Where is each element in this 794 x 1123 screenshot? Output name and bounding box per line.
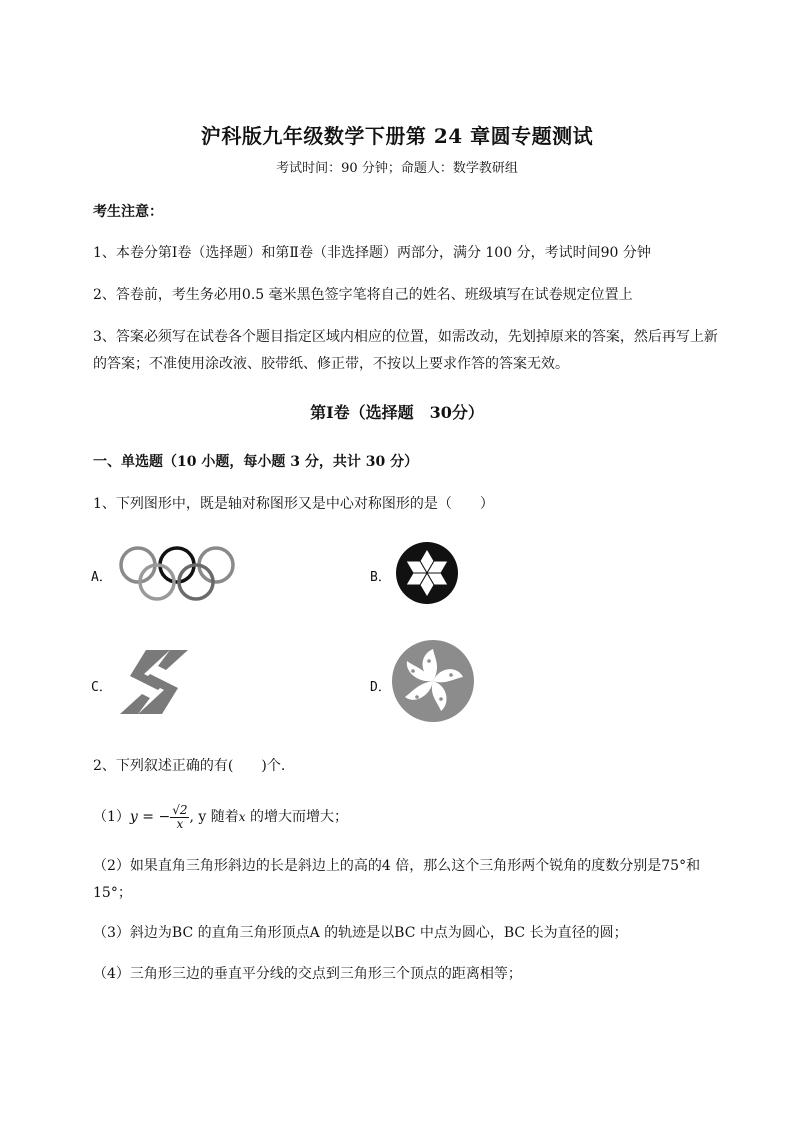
option-b-label: B． — [370, 570, 391, 585]
statement-1-text-a: , y 随着 — [189, 809, 239, 826]
fraction-denominator: x — [176, 816, 184, 831]
section-title: 第Ⅰ卷（选择题 30分） — [310, 403, 484, 422]
fraction — [170, 804, 189, 830]
page-title: 沪科版九年级数学下册第 24 章圆专题测试 — [200, 124, 594, 148]
question-2-stem: 2、下列叙述正确的有( )个. — [93, 758, 286, 774]
suzuki-logo-icon — [118, 648, 190, 716]
notice-item-1: 1、本卷分第Ⅰ卷（选择题）和第Ⅱ卷（非选择题）两部分，满分 100 分，考试时间90 分钟 — [93, 245, 651, 261]
statement-1-text-b: 的增大而增大； — [245, 809, 348, 826]
statement-1 — [93, 804, 348, 830]
formula-lhs: y = − — [129, 809, 171, 826]
option-c-label: C． — [91, 680, 112, 695]
option-d-label: D． — [370, 680, 391, 695]
option-a-label: A． — [91, 570, 112, 585]
bauhinia-flower-icon — [389, 639, 477, 723]
variable-x: x — [238, 810, 246, 825]
statement-1-prefix: （1） — [93, 809, 130, 826]
fraction-numerator: √2 — [172, 803, 188, 817]
notice-item-3-cont: 的答案；不准使用涂改液、胶带纸、修正带，不按以上要求作答的答案无效。 — [93, 356, 569, 372]
statement-2: （2）如果直角三角形斜边的长是斜边上的高的4 倍，那么这个三角形两个锐角的度数分别是75°和 — [93, 858, 701, 874]
statement-3: （3）斜边为BC 的直角三角形顶点A 的轨迹是以BC 中点为圆心，BC 长为直径的圆； — [93, 925, 628, 941]
part-heading: 一、单选题（10 小题，每小题 3 分，共计 30 分） — [93, 454, 419, 470]
star-of-cubes-icon — [395, 541, 459, 605]
question-1-stem: 1、下列图形中，既是轴对称图形又是中心对称图形的是（ ） — [93, 496, 494, 512]
notice-item-3: 3、答案必须写在试卷各个题目指定区域内相应的位置，如需改动，先划掉原来的答案，然后再写上新 — [93, 329, 718, 345]
notice-item-2: 2、答卷前，考生务必用0.5 毫米黑色签字笔将自己的姓名、班级填写在试卷规定位置上 — [93, 287, 633, 303]
statement-4: （4）三角形三边的垂直平分线的交点到三角形三个顶点的距离相等； — [93, 966, 522, 982]
notice-heading: 考生注意： — [93, 204, 163, 220]
statement-2-cont: 15°； — [93, 885, 132, 901]
exam-info: 考试时间：90 分钟；命题人：数学教研组 — [276, 161, 518, 176]
olympic-rings-icon — [115, 540, 240, 606]
